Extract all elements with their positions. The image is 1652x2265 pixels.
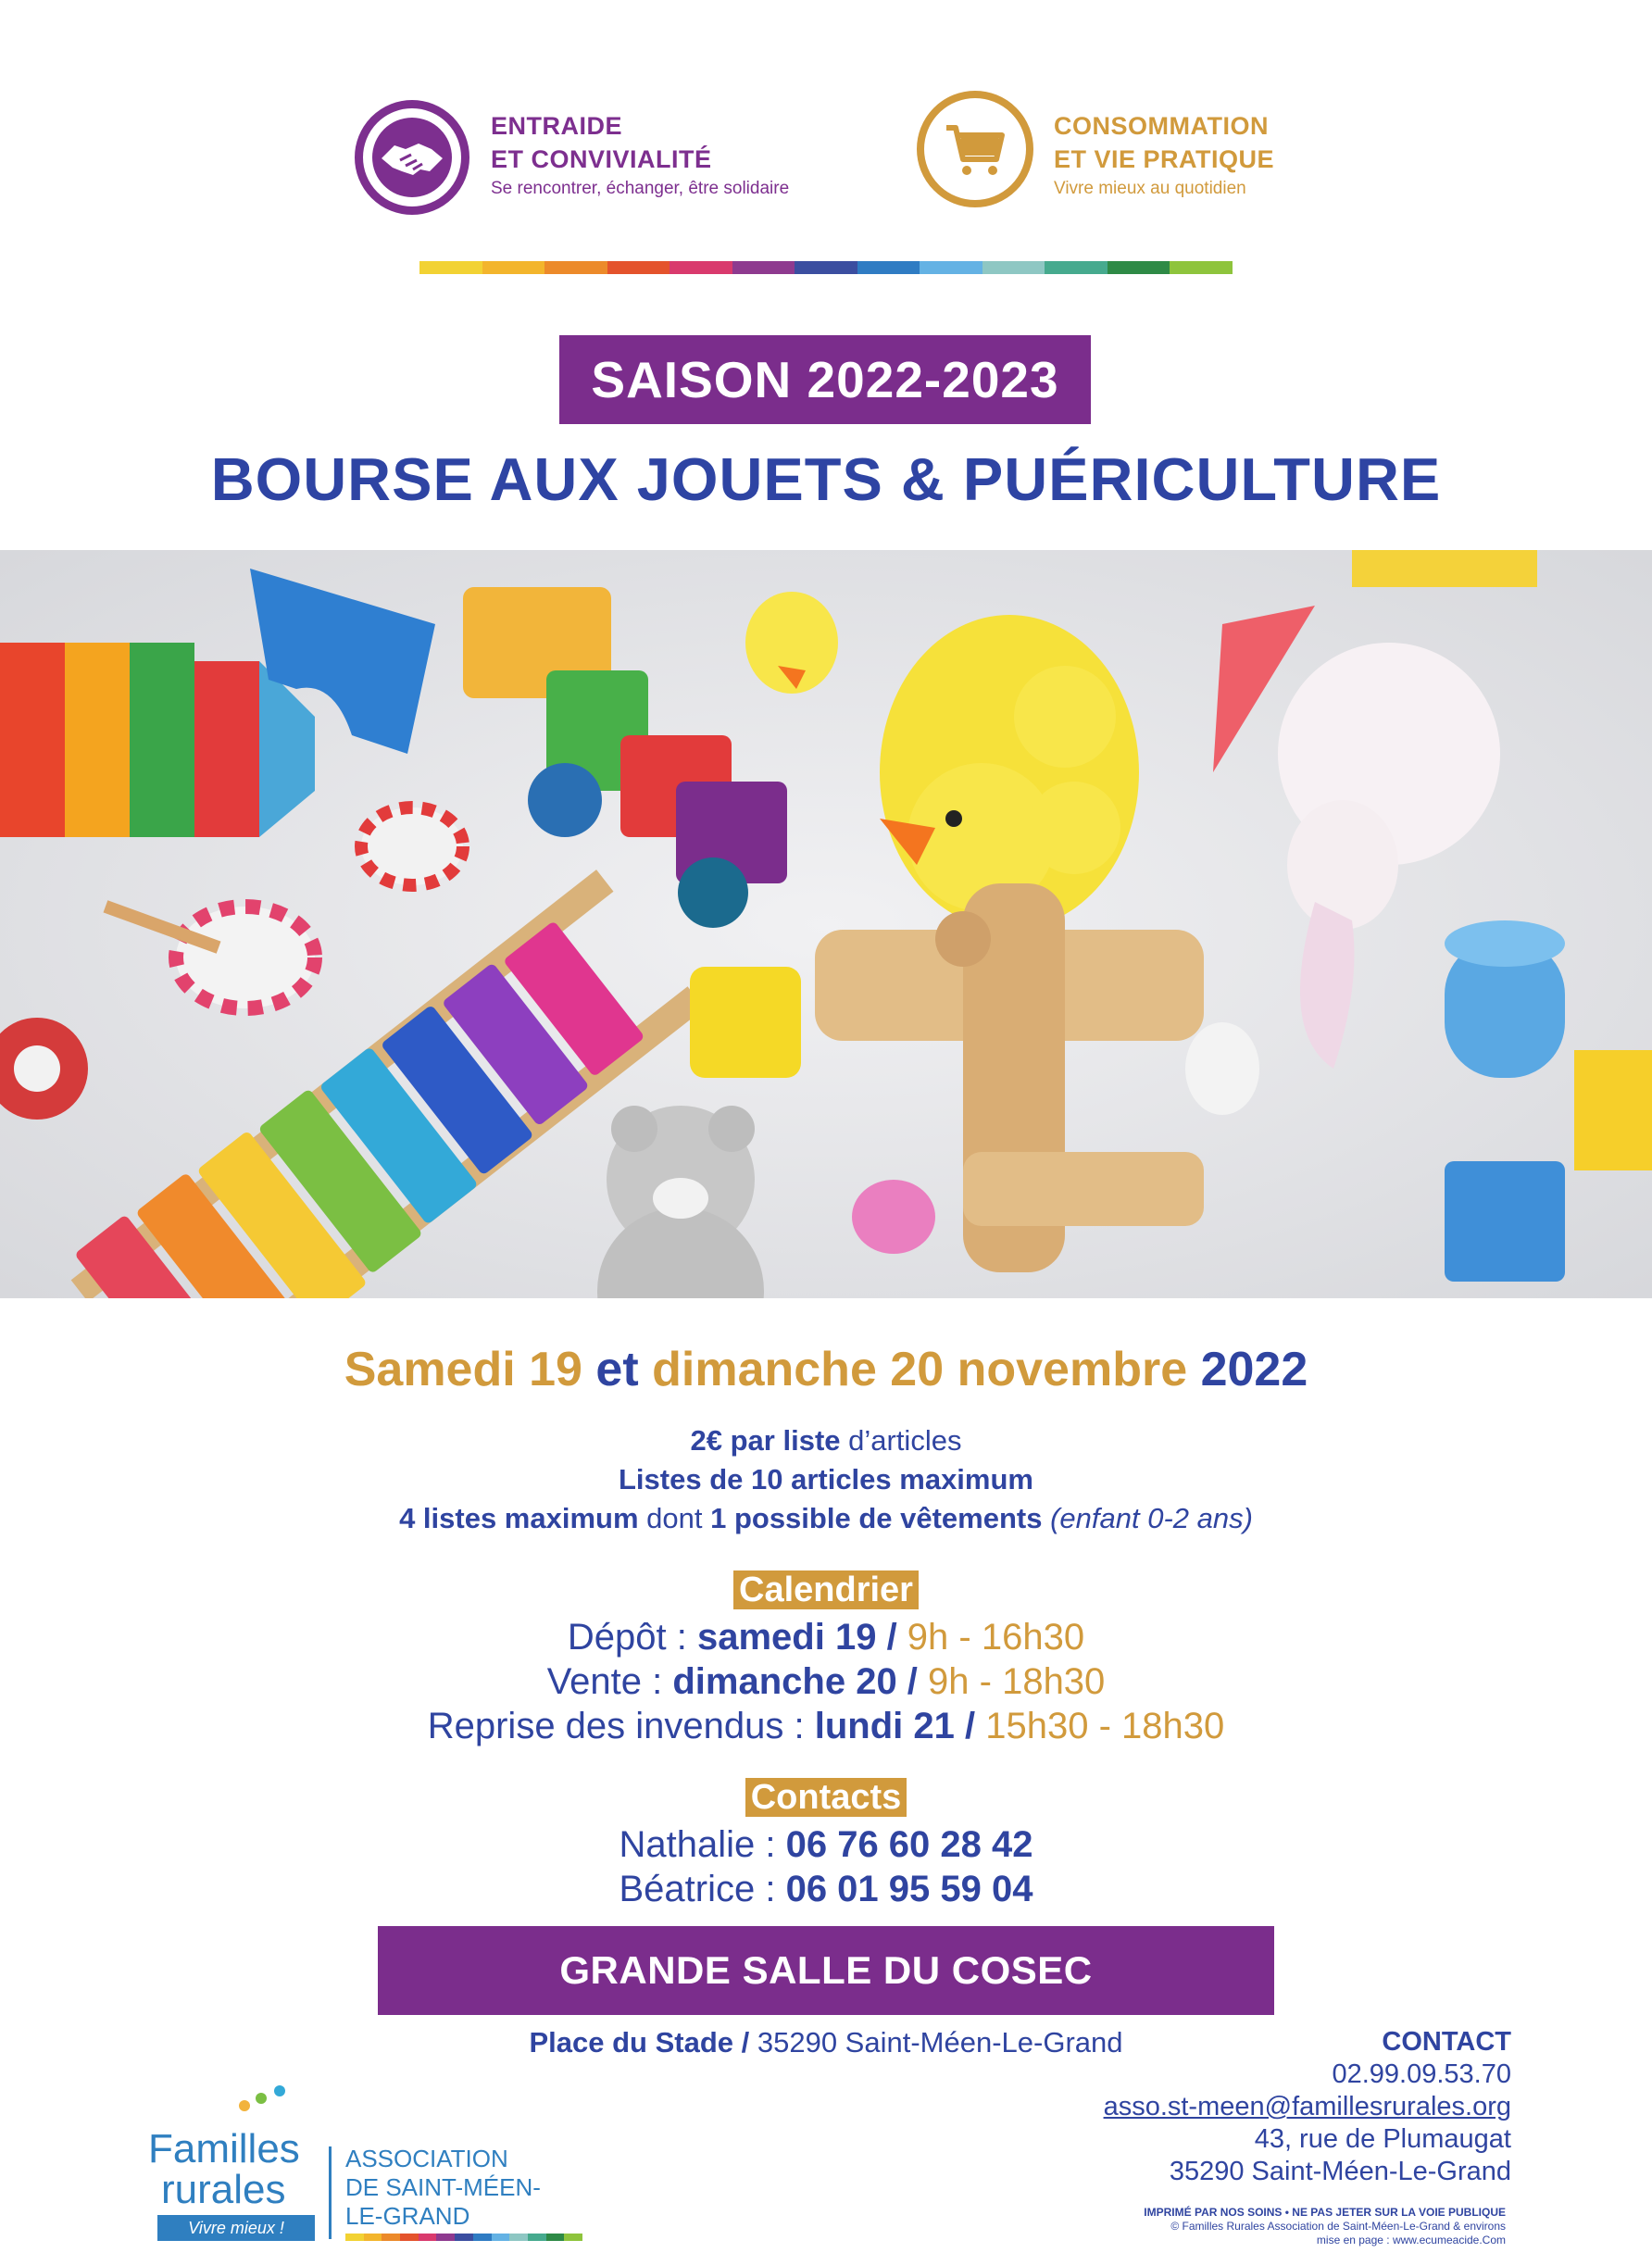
rainbow-segment — [1045, 261, 1108, 274]
rainbow-segment — [528, 2234, 546, 2241]
pricing-line-1: 2€ par liste d’articles — [690, 1424, 962, 1457]
contact-row: Béatrice : 06 01 95 59 04 — [619, 1869, 1033, 1909]
rainbow-segment — [436, 2234, 455, 2241]
rainbow-segment — [920, 261, 982, 274]
page-title: BOURSE AUX JOUETS & PUÉRICULTURE — [210, 445, 1442, 513]
event-dates: Samedi 19 et dimanche 20 novembre 2022 — [344, 1343, 1308, 1396]
contact-city: 35290 Saint-Méen-Le-Grand — [1169, 2157, 1511, 2186]
rainbow-segment — [509, 2234, 528, 2241]
contacts-label: Contacts — [745, 1778, 907, 1817]
rainbow-segment — [400, 2234, 419, 2241]
logo-line-1: Familles — [148, 2126, 300, 2171]
rainbow-segment — [564, 2234, 582, 2241]
rainbow-segment — [345, 2234, 364, 2241]
rainbow-segment — [419, 261, 482, 274]
rainbow-segment — [1108, 261, 1170, 274]
rainbow-segment — [482, 261, 545, 274]
consommation-title: CONSOMMATION ET VIE PRATIQUE — [1054, 112, 1275, 173]
logo-figures-icon — [233, 2085, 298, 2122]
familles-rurales-logo — [148, 2085, 324, 2243]
calendar-label: Calendrier — [733, 1570, 919, 1609]
venue-address: Place du Stade / 35290 Saint-Méen-Le-Grand — [529, 2026, 1123, 2059]
season-banner: SAISON 2022-2023 — [559, 335, 1091, 424]
rainbow-bar — [419, 261, 1233, 274]
fine-print: IMPRIMÉ PAR NOS SOINS • NE PAS JETER SUR LA VOIE PUBLIQUE © Familles Rurales Association de Saint-Méen-Le-Grand & environs mise en page : www.ecumeacide.Com — [1144, 2206, 1506, 2246]
rainbow-segment — [419, 2234, 437, 2241]
rainbow-segment — [382, 2234, 400, 2241]
contact-email[interactable]: asso.st-meen@famillesrurales.org — [1103, 2092, 1511, 2121]
entraide-title: ENTRAIDE ET CONVIVIALITÉ — [491, 112, 712, 173]
rainbow-segment — [455, 2234, 473, 2241]
calendar-row: Reprise des invendus : lundi 21 / 15h30 - 18h30 — [427, 1706, 1225, 1746]
toys-illustration — [0, 550, 1652, 1298]
handshake-icon — [372, 118, 452, 197]
calendar-row: Vente : dimanche 20 / 9h - 18h30 — [546, 1661, 1106, 1702]
rainbow-segment — [982, 261, 1045, 274]
contacts-section — [0, 1776, 1652, 1911]
calendar-row: Dépôt : samedi 19 / 9h - 16h30 — [567, 1617, 1085, 1658]
rainbow-segment — [607, 261, 670, 274]
toys-photo — [0, 550, 1652, 1298]
consommation-subtitle: Vivre mieux au quotidien — [1054, 179, 1246, 198]
contact-street: 43, rue de Plumaugat — [1254, 2124, 1511, 2154]
pricing-line-2: Listes de 10 articles maximum — [618, 1463, 1033, 1495]
logo-divider — [329, 2146, 332, 2239]
rainbow-segment — [492, 2234, 510, 2241]
calendar-section — [0, 1569, 1652, 1748]
rainbow-segment — [364, 2234, 382, 2241]
shopping-cart-icon — [945, 122, 1007, 180]
rainbow-segment — [544, 261, 607, 274]
contact-label: CONTACT — [1382, 2027, 1511, 2057]
contact-phone: 02.99.09.53.70 — [1332, 2059, 1511, 2089]
contact-row: Nathalie : 06 76 60 28 42 — [619, 1824, 1033, 1865]
logo-slogan: Vivre mieux ! — [157, 2215, 315, 2241]
entraide-badge — [355, 100, 469, 215]
pricing-info — [0, 1421, 1652, 1538]
rainbow-segment — [670, 261, 732, 274]
rainbow-segment — [473, 2234, 492, 2241]
rainbow-segment — [795, 261, 857, 274]
association-name: ASSOCIATION DE SAINT-MÉEN- LE-GRAND — [345, 2145, 541, 2230]
handshake-icon-bg — [372, 118, 452, 197]
logo-line-2: rurales — [161, 2167, 286, 2212]
entraide-subtitle: Se rencontrer, échanger, être solidaire — [491, 179, 790, 198]
footer-contact — [963, 2026, 1511, 2188]
rainbow-segment — [857, 261, 920, 274]
rainbow-segment — [732, 261, 795, 274]
footer-rainbow-bar — [345, 2234, 582, 2241]
venue-banner: GRANDE SALLE DU COSEC — [378, 1926, 1274, 2015]
consommation-badge — [917, 91, 1033, 207]
rainbow-segment — [546, 2234, 565, 2241]
rainbow-segment — [1170, 261, 1233, 274]
pricing-line-3: 4 listes maximum dont 1 possible de vêtements (enfant 0-2 ans) — [399, 1502, 1253, 1534]
